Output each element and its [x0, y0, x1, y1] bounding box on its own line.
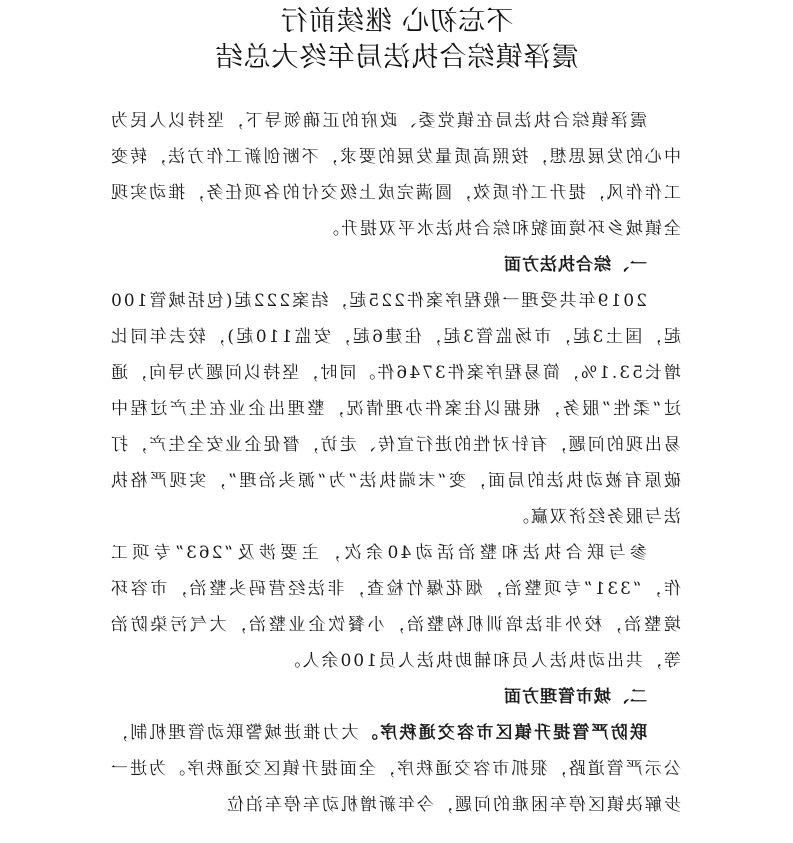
- document-body: [109, 103, 681, 823]
- document-title-line1: 不忘初心 继续前行: [279, 6, 514, 37]
- section1-paragraph1: 2019年共受理一般程序案件225起，结案222起(包括城管100起，国土3起，市场监管3起，住建6起，安监110起)，较去年同比增长53.1%，简易程序案件3746件。同时，坚持以问题为导向，通过“柔性”服务，根据以往案件办理情况，整理出企业在生产过程中易出现的问题，有针对性的进行宣传、走访，督促企业安全生产，打破原有被动执法的局面，变“末端执法”为“源头治理”，实现严格执法与服务经济双赢。: [109, 291, 681, 527]
- section2-heading: 二、城市管理方面: [503, 687, 647, 707]
- section1-paragraph2: 参与联合执法和整治活动40余次，主要涉及“263”专项工作，“331”专项整治，烟花爆竹检查，非法经营码头整治，市容环境整治，校外非法培训机构整治，小餐饮企业整治，大气污染防治等，共出动执法人员和辅助执法人员100余人。: [109, 543, 681, 671]
- section1-heading: 一、综合执法方面: [503, 255, 647, 275]
- section2-paragraph: [109, 715, 681, 823]
- document-title-line2: 震泽镇综合执法局年终大总结: [214, 42, 579, 73]
- section2-lead: 联防严管提升镇区市容交通秩序。: [358, 723, 647, 743]
- section2-text: 大力推进城警联动管理机制，公示严管道路，狠抓市容交通秩序，全面提升镇区交通秩序。为进一步解决镇区停车困难的问题，今年新增机动车停车泊位: [108, 723, 681, 815]
- intro-paragraph: 震泽镇综合执法局在镇党委、政府的正确领导下，坚持以人民为中心的发展思想，按照高质量发展的要求，不断创新工作方法，转变工作作风，提升工作质效，圆满完成上级交付的各项任务，推动实现全镇城乡环境面貌和综合执法水平双提升。: [109, 111, 681, 239]
